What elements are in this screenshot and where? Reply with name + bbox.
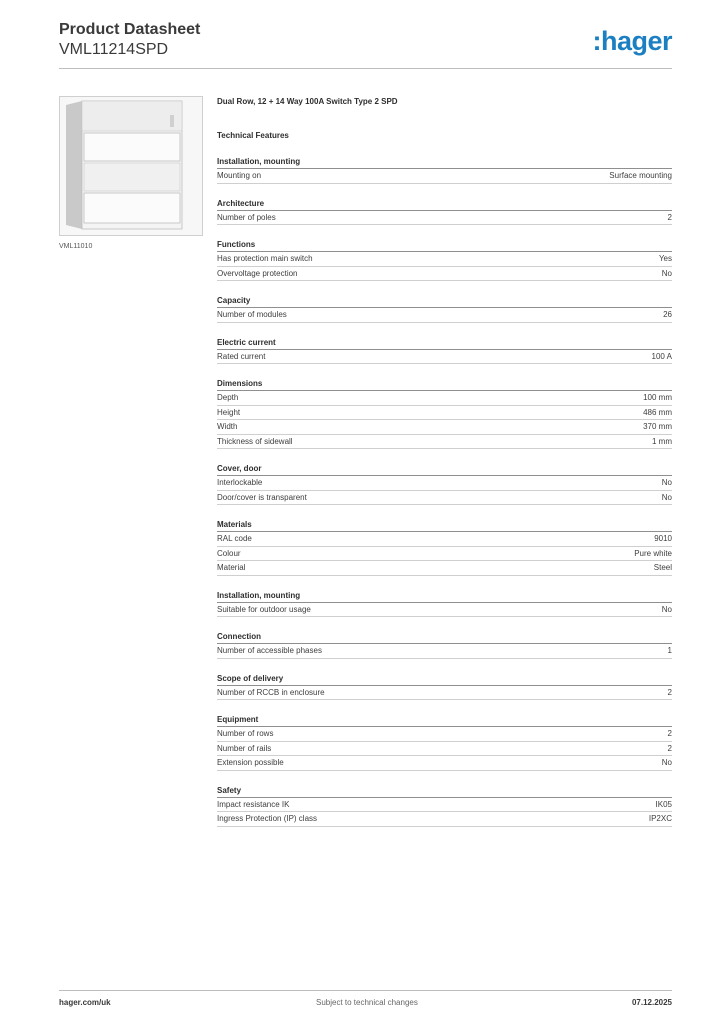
spec-group-title: Architecture xyxy=(217,197,672,211)
spec-label: Colour xyxy=(217,548,241,558)
spec-group-title: Connection xyxy=(217,630,672,644)
spec-group xyxy=(217,784,672,827)
spec-group xyxy=(217,197,672,226)
spec-label: Depth xyxy=(217,393,239,402)
spec-label: Thickness of sidewall xyxy=(217,436,293,446)
spec-group xyxy=(217,672,672,701)
spec-row xyxy=(217,252,672,267)
spec-label: Number of rows xyxy=(217,729,274,738)
spec-group xyxy=(217,630,672,659)
spec-group-title: Installation, mounting xyxy=(217,155,672,169)
spec-table xyxy=(217,96,672,827)
spec-value: Yes xyxy=(658,254,672,263)
spec-label: Number of rails xyxy=(217,743,272,753)
spec-row xyxy=(217,491,672,506)
spec-value: Steel xyxy=(653,563,672,572)
spec-group-title: Scope of delivery xyxy=(217,672,672,686)
spec-row xyxy=(217,308,672,323)
spec-group xyxy=(217,518,672,576)
spec-value: 1 xyxy=(667,646,672,655)
spec-label: Height xyxy=(217,407,241,417)
product-description: Dual Row, 12 + 14 Way 100A Switch Type 2 SPD xyxy=(217,97,398,106)
header-divider xyxy=(59,68,672,69)
spec-value: No xyxy=(661,268,672,278)
spec-row xyxy=(217,686,672,701)
page-title: Product Datasheet xyxy=(59,21,201,38)
spec-row xyxy=(217,476,672,491)
spec-value: No xyxy=(661,492,672,502)
footer-website: hager.com/uk xyxy=(59,998,111,1007)
header xyxy=(59,20,200,60)
spec-label: Material xyxy=(217,563,246,572)
enclosure-icon xyxy=(60,97,202,235)
spec-label: Extension possible xyxy=(217,758,284,767)
spec-value: Surface mounting xyxy=(609,171,672,180)
spec-label: Suitable for outdoor usage xyxy=(217,604,311,614)
spec-row xyxy=(217,798,672,813)
spec-value: 486 mm xyxy=(643,407,672,417)
spec-value: Pure white xyxy=(634,548,672,558)
spec-label: Ingress Protection (IP) class xyxy=(217,814,318,823)
spec-value: 2 xyxy=(667,729,672,738)
spec-group xyxy=(217,589,672,618)
spec-group-title: Electric current xyxy=(217,336,672,350)
spec-label: Impact resistance IK xyxy=(217,799,290,809)
spec-value: 2 xyxy=(667,743,672,753)
spec-label: Overvoltage protection xyxy=(217,268,298,278)
spec-group xyxy=(217,294,672,323)
spec-group xyxy=(217,155,672,184)
spec-group-title: Dimensions xyxy=(217,377,672,391)
spec-value: 1 mm xyxy=(652,436,672,446)
spec-group-title: Equipment xyxy=(217,713,672,727)
spec-value: No xyxy=(661,604,672,614)
spec-row xyxy=(217,644,672,659)
spec-row xyxy=(217,532,672,547)
footer-divider xyxy=(59,990,672,991)
spec-label: Door/cover is transparent xyxy=(217,492,307,502)
spec-value: IK05 xyxy=(655,799,672,809)
spec-group-title: Capacity xyxy=(217,294,672,308)
spec-label: Width xyxy=(217,422,238,431)
spec-group xyxy=(217,238,672,281)
spec-group xyxy=(217,462,672,505)
spec-value: 26 xyxy=(663,310,672,319)
spec-group xyxy=(217,377,672,449)
spec-row xyxy=(217,350,672,365)
spec-row xyxy=(217,727,672,742)
spec-groups xyxy=(217,155,672,827)
spec-row xyxy=(217,391,672,406)
spec-label: Mounting on xyxy=(217,171,262,180)
spec-row xyxy=(217,603,672,618)
hager-logo: :hager xyxy=(592,26,672,56)
spec-row xyxy=(217,742,672,757)
spec-group xyxy=(217,713,672,771)
spec-row xyxy=(217,756,672,771)
spec-value: 9010 xyxy=(654,534,672,543)
spec-label: Number of poles xyxy=(217,212,276,222)
spec-label: Number of RCCB in enclosure xyxy=(217,687,325,697)
spec-label: Number of accessible phases xyxy=(217,646,322,655)
spec-row xyxy=(217,406,672,421)
spec-group xyxy=(217,336,672,365)
image-caption: VML11010 xyxy=(59,243,93,250)
spec-label: Rated current xyxy=(217,351,266,361)
spec-label: Interlockable xyxy=(217,478,263,487)
spec-row xyxy=(217,420,672,435)
spec-row xyxy=(217,561,672,576)
spec-group-title: Materials xyxy=(217,518,672,532)
product-image xyxy=(59,96,203,236)
spec-label: RAL code xyxy=(217,534,252,543)
spec-row xyxy=(217,267,672,282)
spec-value: No xyxy=(661,758,672,767)
spec-row xyxy=(217,812,672,827)
spec-label: Has protection main switch xyxy=(217,254,313,263)
technical-features-title: Technical Features xyxy=(217,131,289,140)
spec-value: IP2XC xyxy=(648,814,672,823)
product-code: VML11214SPD xyxy=(59,41,169,58)
footer-notice: Subject to technical changes xyxy=(316,998,418,1007)
spec-row xyxy=(217,547,672,562)
spec-value: 100 mm xyxy=(643,393,672,402)
spec-value: 100 A xyxy=(651,351,672,361)
spec-row xyxy=(217,169,672,184)
spec-group-title: Functions xyxy=(217,238,672,252)
spec-value: 370 mm xyxy=(643,422,672,431)
spec-value: 2 xyxy=(667,212,672,222)
spec-row xyxy=(217,435,672,450)
spec-row xyxy=(217,211,672,226)
spec-value: 2 xyxy=(667,687,672,697)
spec-group-title: Cover, door xyxy=(217,462,672,476)
spec-group-title: Safety xyxy=(217,784,672,798)
spec-value: No xyxy=(661,478,672,487)
footer-date: 07.12.2025 xyxy=(631,998,672,1007)
spec-group-title: Installation, mounting xyxy=(217,589,672,603)
spec-label: Number of modules xyxy=(217,310,287,319)
